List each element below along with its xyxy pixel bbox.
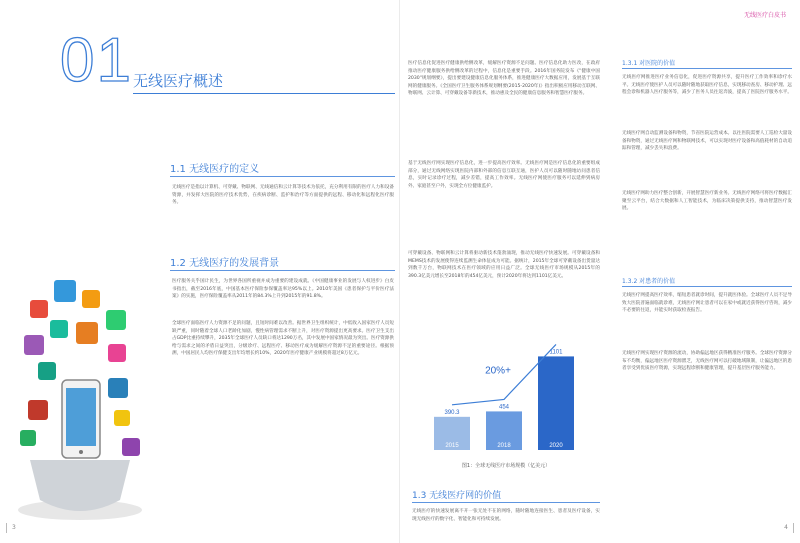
page-number-left: 3 xyxy=(12,524,16,531)
section-1-2-rule xyxy=(170,270,395,271)
section-1-2-para-1: 医疗服务关乎国计民生，为世界各国所重视并成为重要的建设成就。《中国健康事业的发展与人权进步》白皮书指出，截至2016年底，中国基本医疗保险参保覆盖率达95%以上。2010年美国《患者保护与平价医疗法案》的实施，医疗保险覆盖率从2011年的84.3%上升到2015年的91.8%。 xyxy=(172,279,394,300)
section-1-3-rule xyxy=(412,502,600,503)
market-size-chart xyxy=(412,338,600,458)
right-col1-para-3: 可穿戴设备、物联网和云计算将驱动新技术蓬勃涌现，推动无线医疗快速发展。可穿戴设备和MEMS技术的发展使得连续监测生命体征成为可能。据统计，2015年全球可穿戴设备出货量达到数千万台，物联网技术在医疗领域的应用日益广泛。全球无线医疗市场规模从2015年的390.3亿美元增长至2018年的454亿美元，预计2020年将达到1101亿美元。 xyxy=(408,251,600,279)
page-number-right: 4 xyxy=(784,524,788,531)
running-header: 无线医疗白皮书 xyxy=(743,12,786,19)
section-1-3-2-para-2: 无线医疗网实现医疗资源的流动，协助偏远地区获得精准医疗服务。全球医疗资源分布不均衡，偏远地区医疗资源匮乏，无线医疗网可以打破地域限制，让偏远地区的患者享受到优质医疗资源，实现远程诊断和健康管理，提升基层医疗服务能力。 xyxy=(622,351,792,372)
chapter-number: 01 xyxy=(60,26,133,95)
section-1-1-body: 无线医疗是指以计算机、可穿戴、物联网、无线通信和云计算等技术为依托，充分利用有限的医疗人力和设备资源，并发挥大医院的医疗技术优势，在疾病诊断、监护和治疗等方面提供的远程、移动化和远程化医疗服务。 xyxy=(172,185,394,206)
chart-caption: 图1：全球无线医疗市场规模（亿美元） xyxy=(461,463,551,469)
value-label-2015: 390.3 xyxy=(444,409,460,416)
section-1-1-rule xyxy=(170,176,395,177)
chapter-title-rule xyxy=(133,93,395,94)
growth-annotation: 20%+ xyxy=(485,365,511,377)
category-label-2018: 2018 xyxy=(497,443,511,449)
right-page xyxy=(400,0,800,543)
page-tick-left xyxy=(6,523,7,533)
section-1-3-1-rule xyxy=(622,68,792,69)
section-1-3-body: 无线医疗的快速发展离不开一张无处不在的网络，随时随地连接医生、患者及医疗设备，实现无线医疗的数字化、智能化和可持续发展。 xyxy=(412,509,600,522)
category-label-2020: 2020 xyxy=(549,443,563,449)
mobile-health-illustration xyxy=(10,260,150,530)
section-1-3-1-para-3: 无线医疗网助力医疗整合创新，开展智慧医疗新业务。无线医疗网络可将医疗数据汇聚至云平台，结合大数据和人工智能技术，为临床决策提供支持，推动智慧医疗发展。 xyxy=(622,191,792,212)
section-1-3-2-title: 1.3.2 对患者的价值 xyxy=(622,278,676,285)
value-label-2020: 1101 xyxy=(549,349,563,356)
page-tick-right xyxy=(793,523,794,533)
bar-2020 xyxy=(538,356,574,450)
chapter-title: 无线医疗概述 xyxy=(133,72,224,90)
right-col1-para-1: 医疗信息化促进医疗健康供给侧改革，缓解医疗资源不足问题。医疗信息化助力医改，在政府推动医疗健康服务供给侧改革的过程中，信息化是重要手段。2016年国务院发布《"健康中国2030"规划纲要》，提出要建设健康信息化服务体系，推进健康医疗大数据应用，发展基于互联网的健康服务。《全国医疗卫生服务体系规划纲要(2015-2020年)》指出积极应用移动互联网、物联网、云计算、可穿戴设备等新技术，推动惠及全民的健康信息服务和智慧医疗服务。 xyxy=(408,61,600,97)
category-label-2015: 2015 xyxy=(445,443,459,449)
right-col1-para-2: 基于无线医疗网实现医疗信息化，进一步提高医疗效率。无线医疗网是医疗信息化的重要组成部分，通过无线网络实现医院内部和外部的信息互联互通，医护人员可以随时随地访问患者信息，实时记录诊疗过程，减少差错，提高工作效率。无线医疗网使医疗服务可以延伸到病房外、家庭甚至户外，实现全方位健康监护。 xyxy=(408,161,600,189)
section-1-3-title: 1.3 无线医疗网的价值 xyxy=(412,491,502,501)
value-label-2018: 454 xyxy=(498,404,510,411)
section-1-3-2-para-1: 无线医疗网提高医疗效率，缩短患者就诊时间，提升就医体验。全球医疗人员不足导致大医院普遍面临就诊难，无线医疗网让患者可以在家中或就近获得医疗咨询，减少不必要的往返，并能实时获取检查报告。 xyxy=(622,293,792,314)
section-1-2-para-2: 全球医疗面临医疗人力资源不足的问题，且短时间难以改善。据世界卫生组织统计，中低收入国家医疗人员短缺严重，同时随着全球人口老龄化加剧，慢性病管理需求不断上升，对医疗资源提出更高要求。医疗卫生支出占GDP比重持续攀升，2035年全球医疗人员缺口将达1290万名，其中发展中国家情况最为突出。医疗资源供给与需求之间的矛盾日益突出，分级诊疗、远程医疗、移动医疗成为缓解医疗资源不足的重要途径。根据预测，中国居民人均医疗保健支出年均增长约10%，2020年医疗健康产业规模将超过8万亿元。 xyxy=(172,321,394,357)
section-1-1-title: 1.1 无线医疗的定义 xyxy=(170,164,260,175)
section-1-3-1-para-2: 无线医疗网自动监测设备和物资，节省医院运营成本。以往医院需要人工巡检大量设备和物资，通过无线医疗网和物联网技术，可以实现对医疗设备和高值耗材的自动追踪和管理，减少丢失和浪费。 xyxy=(622,131,792,152)
section-1-3-1-para-1: 无线医疗网推进医疗业务信息化，促进医疗资源共享，提升医疗工作效率和诊疗水平。无线医疗使医护人员可以随时随地获取医疗信息，实现移动查房、移动护理、远程会诊和机器人医疗服务等，减少了医务人员往返奔波，提高了医院医疗服务水平。 xyxy=(622,75,792,96)
section-1-2-title: 1.2 无线医疗的发展背景 xyxy=(170,258,280,269)
section-1-3-1-title: 1.3.1 对医院的价值 xyxy=(622,60,676,67)
section-1-3-2-rule xyxy=(622,286,792,287)
